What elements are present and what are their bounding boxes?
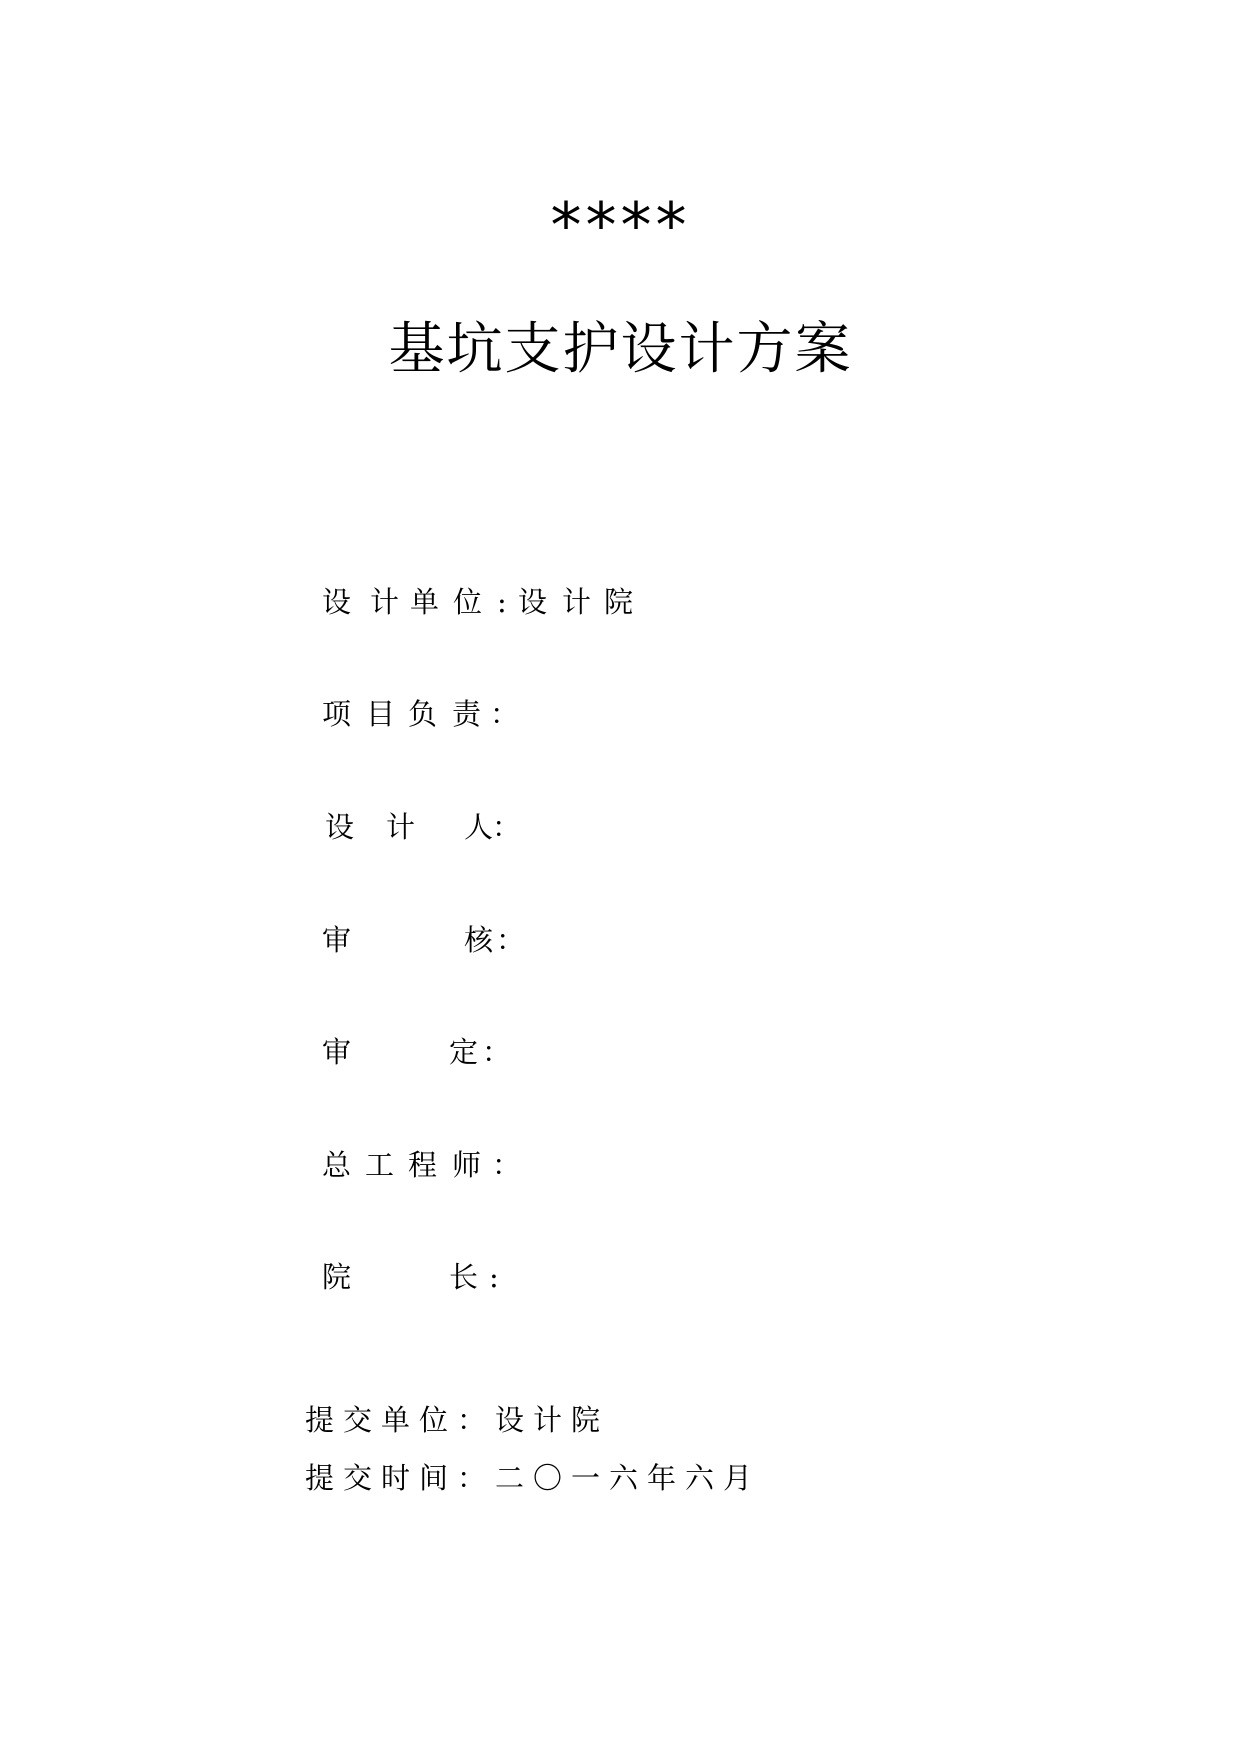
field-colon: : [497,585,507,619]
field-char: 工 [365,1148,395,1182]
field-char: 核 [464,923,494,957]
field-char: 负 [408,697,438,731]
field-char: 单 [410,585,440,619]
field-char: 人 [464,810,494,844]
field-colon: ： [496,923,526,957]
field-char: 设 [325,810,355,844]
field-colon: ： [490,697,520,731]
project-name-placeholder: **** [550,189,691,262]
field-char: 定 [449,1035,479,1069]
field-char: 计 [386,810,416,844]
submission-unit-label: 提交单位： [305,1403,496,1437]
submission-unit-line [305,1400,609,1440]
field-colon: ： [492,810,522,844]
field-char: 审 [322,923,352,957]
field-char: 程 [408,1148,438,1182]
field-char: 目 [366,697,396,731]
field-value-char: 计 [562,585,592,619]
field-char: 位 [453,585,483,619]
field-char: 审 [322,1035,352,1069]
field-value-char: 院 [604,585,634,619]
field-char: 总 [322,1148,352,1182]
submission-time-line [305,1458,761,1498]
document-title: 基坑支护设计方案 [388,317,853,382]
field-char: 责 [452,697,482,731]
field-char: 师 [452,1148,482,1182]
field-char: 设 [322,585,352,619]
field-char: 计 [370,585,400,619]
field-colon: ： [492,1148,522,1182]
submission-time-value: 二〇一六年六月 [495,1461,762,1495]
submission-time-label: 提交时间： [305,1461,496,1495]
field-value-char: 设 [518,585,548,619]
field-char: 长 [449,1260,479,1294]
field-colon: : [489,1260,499,1294]
submission-unit-value: 设计院 [495,1403,610,1437]
field-colon: ： [482,1035,512,1069]
field-char: 院 [322,1260,352,1294]
field-char: 项 [322,697,352,731]
